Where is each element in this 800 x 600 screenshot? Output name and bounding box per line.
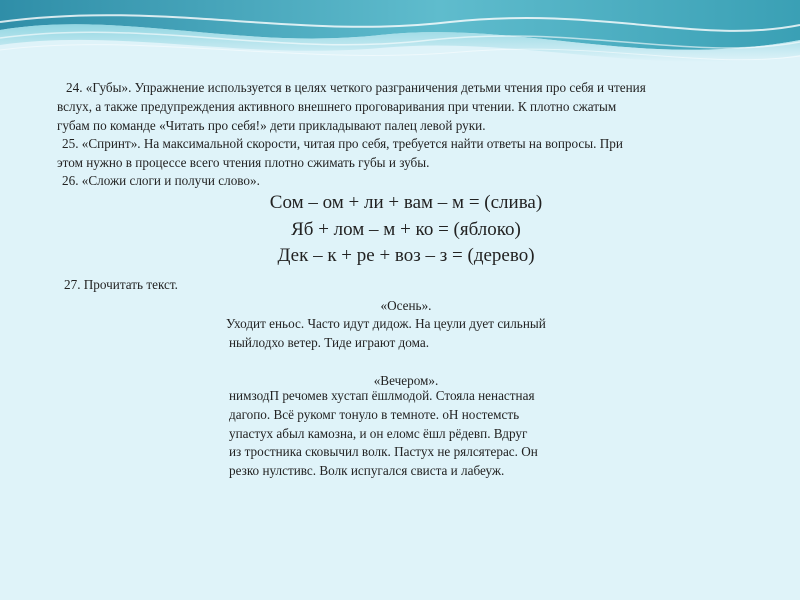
paragraph-26-line-1: 26. «Сложи слоги и получи слово». xyxy=(62,173,260,188)
paragraph-25-line-1: 25. «Спринт». На максимальной скорости, читая про себя, требуется найти ответы на вопросы. При xyxy=(62,136,623,151)
text1-line-1: Уходит еньос. Часто идут дидож. На цеули дует сильный xyxy=(226,316,546,331)
paragraph-24-line-1: 24. «Губы». Упражнение используется в целях четкого разграничения детьми чтения про себя и чтения xyxy=(66,80,646,95)
text2-line-3: упастух абыл камозна, и он еломс ёшл рёдевп. Вдруг xyxy=(229,426,528,441)
equation-1: Сом – ом + ли + вам – м = (слива) xyxy=(269,192,543,213)
exercise-27-heading: 27. Прочитать текст. xyxy=(64,277,178,292)
text1-line-2: ныйлодхо ветер. Тиде играют дома. xyxy=(229,335,430,350)
text2-line-1: нимзодП речомев хустап ёшлмодой. Стояла ненастная xyxy=(229,388,535,403)
paragraph-24-line-2: вслух, а также предупреждения активного внешнего проговаривания при чтении. К плотно сжатым xyxy=(57,99,617,114)
equation-2: Яб + лом – м + ко = (яблоко) xyxy=(291,219,521,240)
equation-3: Дек – к + ре + воз – з = (дерево) xyxy=(277,245,535,266)
text2-line-2: дагопо. Всё рукомг тонуло в темноте. оН ностемсть xyxy=(229,407,520,422)
text2-title: «Вечером». xyxy=(373,373,439,388)
paragraph-24-line-3: губам по команде «Читать про себя!» дети прикладывают палец левой руки. xyxy=(57,118,486,133)
paragraph-25-line-2: этом нужно в процессе всего чтения плотно сжимать губы и зубы. xyxy=(57,155,430,170)
text2-line-5: резко нулстивс. Волк испугался свиста и лабеуж. xyxy=(229,463,505,478)
text1-title: «Осень». xyxy=(380,298,432,313)
text2-line-4: из тростника сковычил волк. Пастух не рялсятерас. Он xyxy=(229,444,538,459)
decorative-wave-banner xyxy=(0,0,800,80)
